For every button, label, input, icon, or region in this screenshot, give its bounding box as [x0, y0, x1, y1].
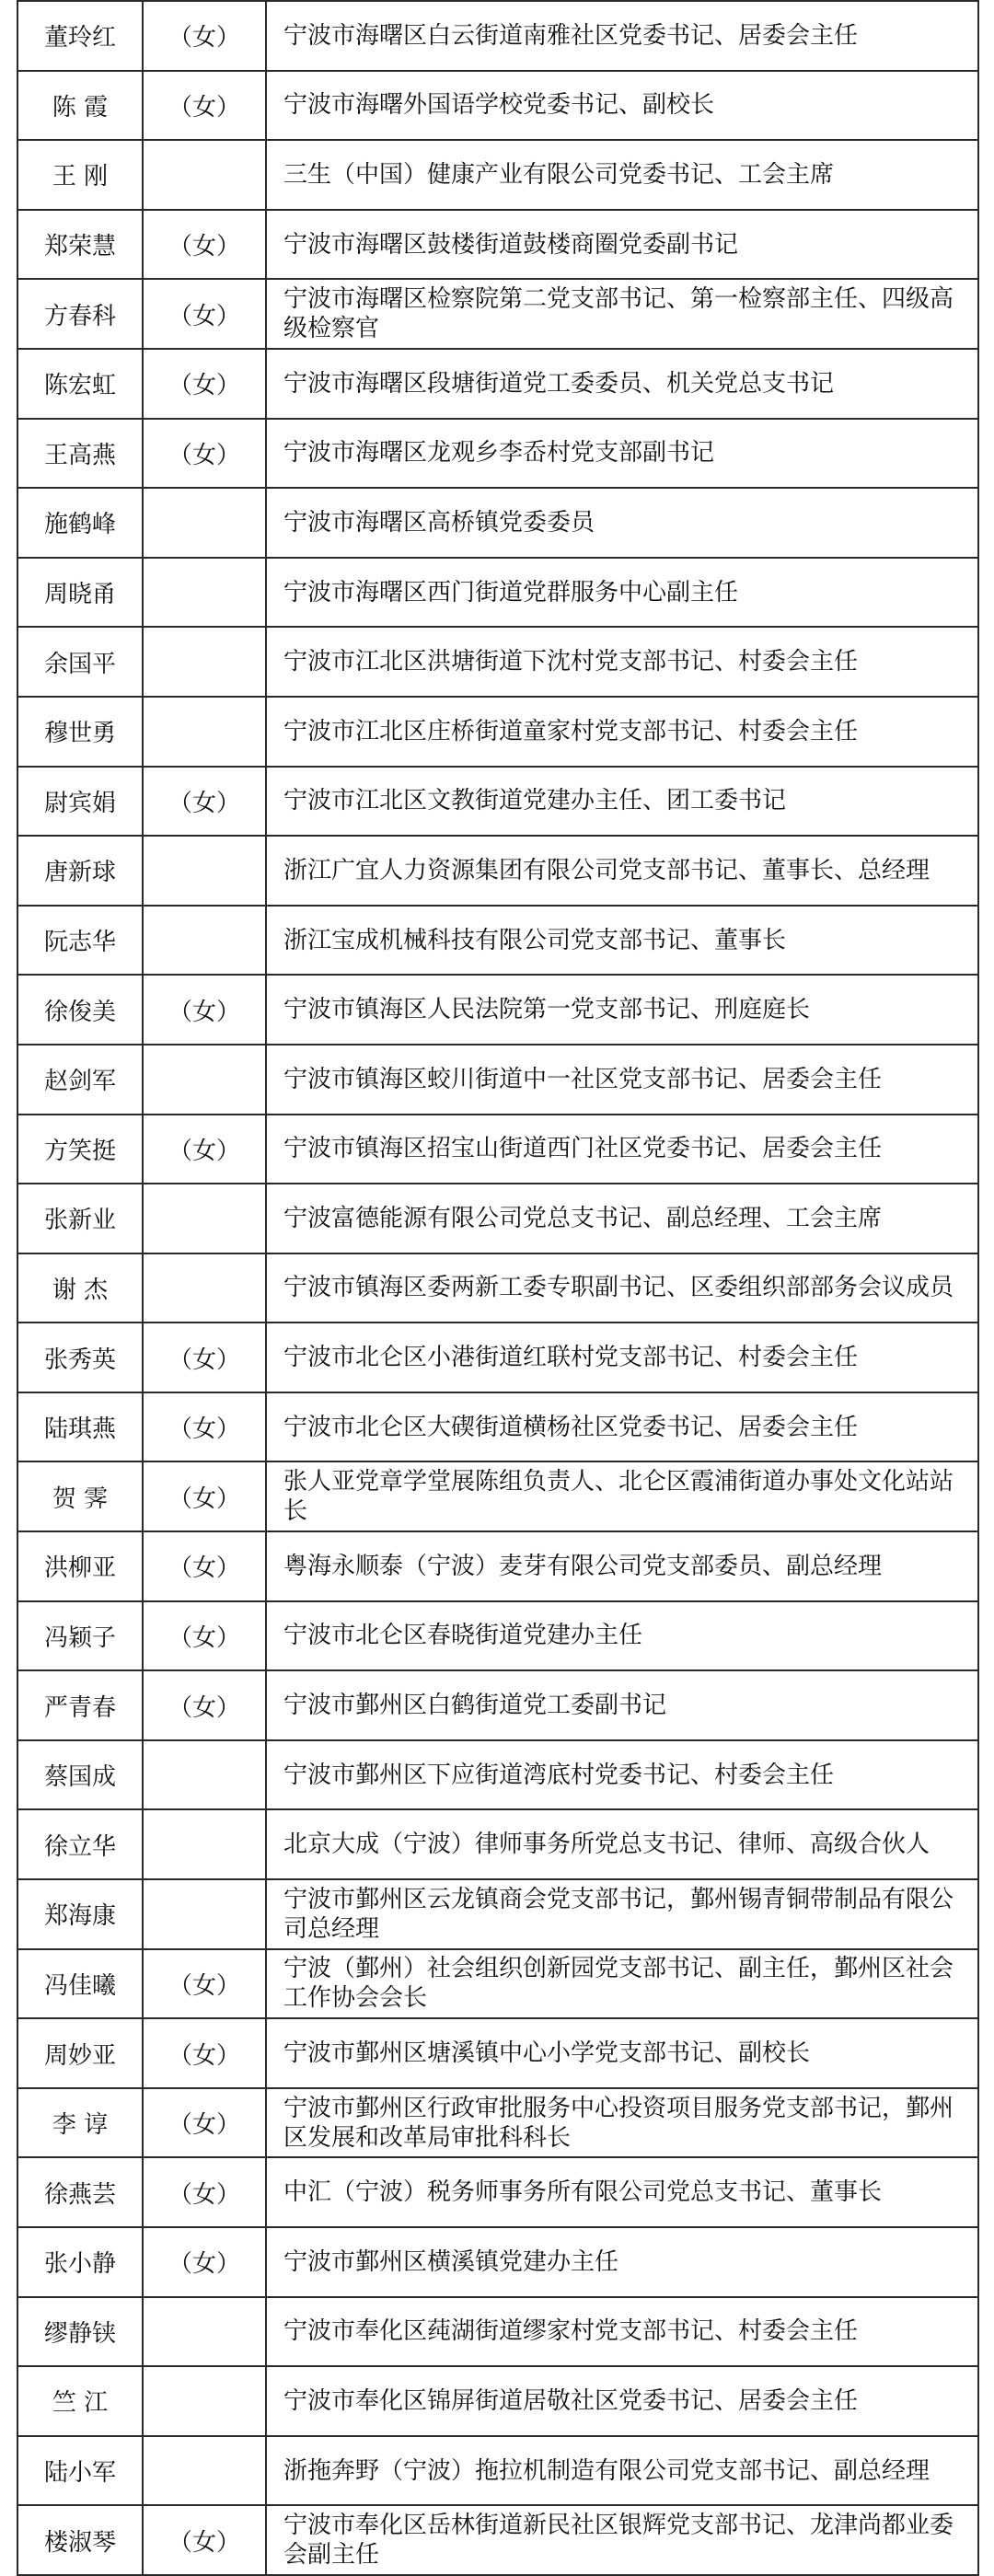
- position-cell: 宁波市江北区文教街道党建办主任、团工委书记: [266, 767, 978, 837]
- position-cell: 宁波市江北区洪塘街道下沈村党支部书记、村委会主任: [266, 627, 978, 697]
- name-cell: [17, 419, 143, 489]
- table-row: [17, 2088, 978, 2158]
- gender-cell: （女）: [143, 1531, 266, 1601]
- person-name: 楼淑琴: [43, 2528, 116, 2557]
- table-row: [17, 1949, 978, 2019]
- person-name: 郑海康: [43, 1902, 116, 1931]
- person-name: 谢 杰: [52, 1276, 109, 1304]
- gender-cell: （女）: [143, 1, 266, 71]
- gender-cell: （女）: [143, 2157, 266, 2227]
- gender-cell: [143, 140, 266, 210]
- table-row: [17, 1531, 978, 1601]
- person-name: 徐俊美: [43, 998, 116, 1026]
- table-row: [17, 975, 978, 1045]
- gender-cell: （女）: [143, 1461, 266, 1531]
- table-row: [17, 2018, 978, 2088]
- gender-cell: [143, 836, 266, 906]
- name-cell: [17, 2505, 143, 2575]
- gender-cell: （女）: [143, 975, 266, 1045]
- gender-cell: [143, 1809, 266, 1879]
- gender-cell: [143, 1253, 266, 1323]
- person-name: 王高燕: [43, 441, 116, 469]
- table-row: [17, 836, 978, 906]
- position-cell: 宁波市北仑区小港街道红联村党支部书记、村委会主任: [266, 1323, 978, 1392]
- name-cell: [17, 1253, 143, 1323]
- person-name: 王 刚: [52, 163, 109, 191]
- table-row: [17, 1670, 978, 1740]
- person-name: 贺 霁: [52, 1484, 109, 1513]
- name-cell: [17, 2157, 143, 2227]
- name-cell: [17, 140, 143, 210]
- gender-cell: （女）: [143, 279, 266, 349]
- gender-cell: （女）: [143, 1323, 266, 1392]
- table-row: [17, 1323, 978, 1392]
- table-row: [17, 2297, 978, 2367]
- table-row: [17, 1184, 978, 1253]
- person-name: 余国平: [43, 650, 116, 678]
- person-name: 唐新球: [43, 859, 116, 887]
- position-cell: 宁波市海曙区西门街道党群服务中心副主任: [266, 558, 978, 628]
- gender-cell: （女）: [143, 1115, 266, 1184]
- table-row: [17, 697, 978, 767]
- gender-cell: （女）: [143, 1392, 266, 1462]
- gender-cell: （女）: [143, 1670, 266, 1740]
- position-cell: 宁波市海曙外国语学校党委书记、副校长: [266, 71, 978, 141]
- name-cell: [17, 767, 143, 837]
- name-cell: [17, 1740, 143, 1810]
- name-cell: [17, 1, 143, 71]
- table-row: [17, 279, 978, 349]
- table-row: [17, 1045, 978, 1115]
- position-cell: 浙江广宜人力资源集团有限公司党支部书记、董事长、总经理: [266, 836, 978, 906]
- position-cell: 宁波市海曙区白云街道南雅社区党委书记、居委会主任: [266, 1, 978, 71]
- table-row: [17, 349, 978, 419]
- position-cell: 张人亚党章学堂展陈组负责人、北仑区霞浦街道办事处文化站站长: [266, 1461, 978, 1531]
- table-row: [17, 71, 978, 141]
- table-row: [17, 140, 978, 210]
- gender-cell: （女）: [143, 2227, 266, 2297]
- table-row: [17, 1115, 978, 1184]
- name-cell: [17, 2088, 143, 2158]
- name-cell: [17, 1670, 143, 1740]
- position-cell: 宁波市鄞州区行政审批服务中心投资项目服务党支部书记，鄞州区发展和改革局审批科科长: [266, 2088, 978, 2158]
- gender-cell: （女）: [143, 1601, 266, 1671]
- name-cell: [17, 2366, 143, 2436]
- position-cell: 宁波市鄞州区白鹤街道党工委副书记: [266, 1670, 978, 1740]
- table-row: [17, 488, 978, 558]
- position-cell: 粤海永顺泰（宁波）麦芽有限公司党支部委员、副总经理: [266, 1531, 978, 1601]
- position-cell: 宁波富德能源有限公司党总支书记、副总经理、工会主席: [266, 1184, 978, 1253]
- gender-cell: （女）: [143, 1949, 266, 2019]
- position-cell: 宁波市鄞州区下应街道湾底村党委书记、村委会主任: [266, 1740, 978, 1810]
- person-name: 周妙亚: [43, 2041, 116, 2070]
- person-name: 李 谆: [52, 2111, 109, 2140]
- person-name: 严青春: [43, 1693, 116, 1722]
- gender-cell: [143, 1879, 266, 1949]
- position-cell: 宁波市镇海区蛟川街道中一社区党支部书记、居委会主任: [266, 1045, 978, 1115]
- position-cell: 中汇（宁波）税务师事务所有限公司党总支书记、董事长: [266, 2157, 978, 2227]
- gender-cell: [143, 2297, 266, 2367]
- name-cell: [17, 1323, 143, 1392]
- position-cell: 宁波市海曙区鼓楼街道鼓楼商圈党委副书记: [266, 210, 978, 280]
- gender-cell: [143, 558, 266, 628]
- person-name: 蔡国成: [43, 1763, 116, 1792]
- person-name: 施鹤峰: [43, 511, 116, 539]
- position-cell: 宁波市北仑区春晓街道党建办主任: [266, 1601, 978, 1671]
- person-name: 方春科: [43, 302, 116, 330]
- person-name: 尉宾娟: [43, 789, 116, 817]
- name-cell: [17, 210, 143, 280]
- person-name: 方笑挺: [43, 1137, 116, 1165]
- table-row: [17, 2366, 978, 2436]
- person-name: 陆琪燕: [43, 1415, 116, 1444]
- name-cell: [17, 558, 143, 628]
- person-name: 张新业: [43, 1207, 116, 1235]
- name-cell: [17, 1461, 143, 1531]
- table-row: [17, 1740, 978, 1810]
- person-name: 洪柳亚: [43, 1554, 116, 1583]
- name-cell: [17, 1184, 143, 1253]
- gender-cell: （女）: [143, 2088, 266, 2158]
- name-cell: [17, 488, 143, 558]
- gender-cell: （女）: [143, 767, 266, 837]
- gender-cell: [143, 2436, 266, 2506]
- position-cell: 宁波市奉化区岳林街道新民社区银辉党支部书记、龙津尚都业委会副主任: [266, 2505, 978, 2575]
- gender-cell: [143, 2366, 266, 2436]
- gender-cell: （女）: [143, 349, 266, 419]
- person-name: 陆小军: [43, 2459, 116, 2488]
- name-cell: [17, 1809, 143, 1879]
- name-cell: [17, 1045, 143, 1115]
- name-cell: [17, 349, 143, 419]
- table-row: [17, 1, 978, 71]
- table-row: [17, 2436, 978, 2506]
- person-name: 陈 霞: [52, 93, 109, 121]
- name-cell: [17, 627, 143, 697]
- person-name: 赵剑军: [43, 1068, 116, 1096]
- person-name: 陈宏虹: [43, 372, 116, 400]
- name-cell: [17, 975, 143, 1045]
- position-cell: 宁波市奉化区莼湖街道缪家村党支部书记、村委会主任: [266, 2297, 978, 2367]
- table-row: [17, 1253, 978, 1323]
- gender-cell: [143, 1184, 266, 1253]
- name-cell: [17, 2436, 143, 2506]
- roster-table: [17, 0, 979, 2576]
- person-name: 郑荣慧: [43, 233, 116, 261]
- person-name: 穆世勇: [43, 720, 116, 748]
- table-row: [17, 1392, 978, 1462]
- person-name: 竺 江: [52, 2389, 109, 2418]
- table-row: [17, 210, 978, 280]
- position-cell: 宁波市奉化区锦屏街道居敬社区党委书记、居委会主任: [266, 2366, 978, 2436]
- table-row: [17, 2505, 978, 2575]
- table-row: [17, 1461, 978, 1531]
- gender-cell: （女）: [143, 71, 266, 141]
- gender-cell: （女）: [143, 2018, 266, 2088]
- person-name: 徐立华: [43, 1832, 116, 1861]
- position-cell: 宁波市海曙区高桥镇党委委员: [266, 488, 978, 558]
- name-cell: [17, 836, 143, 906]
- person-name: 缪静铗: [43, 2319, 116, 2348]
- table-row: [17, 1601, 978, 1671]
- position-cell: 宁波市鄞州区横溪镇党建办主任: [266, 2227, 978, 2297]
- position-cell: 三生（中国）健康产业有限公司党委书记、工会主席: [266, 140, 978, 210]
- table-row: [17, 1879, 978, 1949]
- person-name: 董玲红: [43, 24, 116, 52]
- person-name: 冯颖子: [43, 1623, 116, 1652]
- table-row: [17, 627, 978, 697]
- name-cell: [17, 697, 143, 767]
- name-cell: [17, 279, 143, 349]
- gender-cell: （女）: [143, 210, 266, 280]
- table-row: [17, 2157, 978, 2227]
- position-cell: 宁波市鄞州区云龙镇商会党支部书记，鄞州锡青铜带制品有限公司总经理: [266, 1879, 978, 1949]
- table-row: [17, 558, 978, 628]
- table-row: [17, 419, 978, 489]
- name-cell: [17, 1949, 143, 2019]
- name-cell: [17, 906, 143, 976]
- position-cell: 宁波市镇海区人民法院第一党支部书记、刑庭庭长: [266, 975, 978, 1045]
- person-name: 张小静: [43, 2250, 116, 2279]
- position-cell: 宁波市海曙区段塘街道党工委委员、机关党总支书记: [266, 349, 978, 419]
- gender-cell: （女）: [143, 2505, 266, 2575]
- position-cell: 北京大成（宁波）律师事务所党总支书记、律师、高级合伙人: [266, 1809, 978, 1879]
- name-cell: [17, 2297, 143, 2367]
- person-name: 张秀英: [43, 1346, 116, 1374]
- position-cell: 宁波市鄞州区塘溪镇中心小学党支部书记、副校长: [266, 2018, 978, 2088]
- person-name: 冯佳曦: [43, 1971, 116, 2000]
- table-row: [17, 1809, 978, 1879]
- roster-body: [17, 1, 978, 2575]
- position-cell: 宁波（鄞州）社会组织创新园党支部书记、副主任，鄞州区社会工作协会会长: [266, 1949, 978, 2019]
- table-row: [17, 2227, 978, 2297]
- person-name: 徐燕芸: [43, 2180, 116, 2209]
- name-cell: [17, 1601, 143, 1671]
- person-name: 阮志华: [43, 929, 116, 957]
- person-name: 周晓甬: [43, 581, 116, 609]
- position-cell: 宁波市镇海区招宝山街道西门社区党委书记、居委会主任: [266, 1115, 978, 1184]
- name-cell: [17, 71, 143, 141]
- name-cell: [17, 2227, 143, 2297]
- gender-cell: （女）: [143, 419, 266, 489]
- name-cell: [17, 2018, 143, 2088]
- position-cell: 宁波市海曙区龙观乡李岙村党支部副书记: [266, 419, 978, 489]
- position-cell: 宁波市海曙区检察院第二党支部书记、第一检察部主任、四级高级检察官: [266, 279, 978, 349]
- name-cell: [17, 1392, 143, 1462]
- name-cell: [17, 1879, 143, 1949]
- name-cell: [17, 1115, 143, 1184]
- gender-cell: [143, 1045, 266, 1115]
- table-row: [17, 767, 978, 837]
- gender-cell: [143, 697, 266, 767]
- position-cell: 浙拖奔野（宁波）拖拉机制造有限公司党支部书记、副总经理: [266, 2436, 978, 2506]
- table-row: [17, 906, 978, 976]
- position-cell: 宁波市镇海区委两新工委专职副书记、区委组织部部务会议成员: [266, 1253, 978, 1323]
- gender-cell: [143, 488, 266, 558]
- gender-cell: [143, 1740, 266, 1810]
- position-cell: 浙江宝成机械科技有限公司党支部书记、董事长: [266, 906, 978, 976]
- position-cell: 宁波市北仑区大碶街道横杨社区党委书记、居委会主任: [266, 1392, 978, 1462]
- position-cell: 宁波市江北区庄桥街道童家村党支部书记、村委会主任: [266, 697, 978, 767]
- gender-cell: [143, 627, 266, 697]
- name-cell: [17, 1531, 143, 1601]
- gender-cell: [143, 906, 266, 976]
